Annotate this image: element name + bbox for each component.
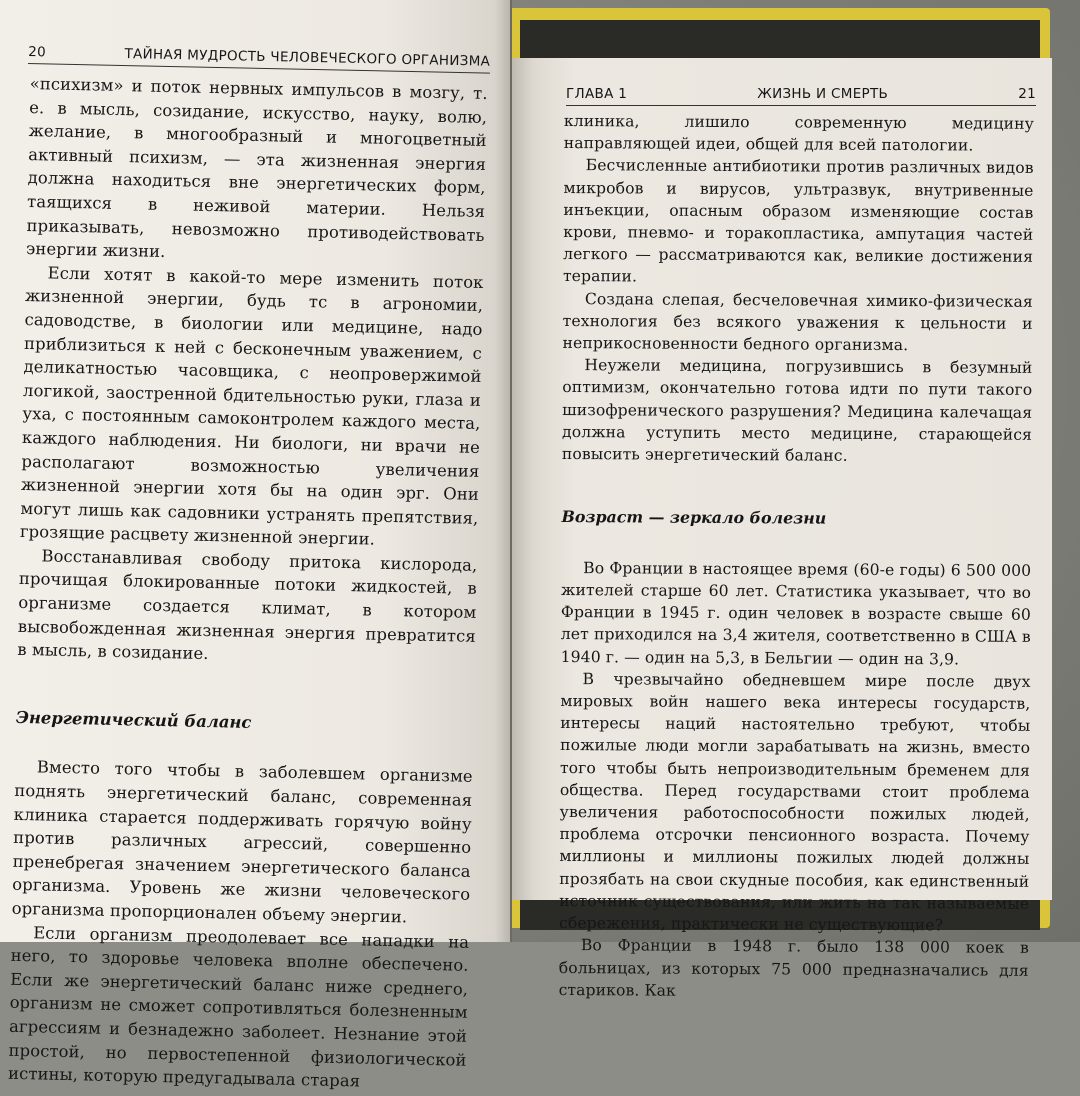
left-running-title: ТАЙНАЯ МУДРОСТЬ ЧЕЛОВЕЧЕСКОГО ОРГАНИЗМА	[124, 46, 491, 70]
right-page	[512, 58, 1052, 1000]
paragraph: клиника, лишило современную медицину направляющей идеи, общей для всей патологии.	[563, 111, 1034, 155]
paragraph: Вместо того чтобы в заболевшем организме поднять энергетический баланс, современная клиника старается поддерживать горячую войну против различных агрессий, совершенно пренебрегая значением энергетического баланса организма. Уровень же жизни человеческого организма пропорционален объему энергии.	[11, 757, 473, 927]
paragraph: Если организм преодолевает все нападки на него, то здоровье человека вполне обеспечено. Если же энергетический баланс ниже среднего, организм не сможет сопротивляться болезненным агрессиям и безнадежно заболеет. Незнание этой простой, но первостепенной физиологической истины, которую предугадывала старая	[7, 922, 470, 1091]
section-heading: Возраст — зеркало болезни	[561, 507, 827, 528]
right-running-title: ЖИЗНЬ И СМЕРТЬ	[757, 86, 889, 102]
paragraph: Неужели медицина, погрузившись в безумный оптимизм, окончательно готова идти по пути такого шизофренического разрушения? Медицина калечащая должна уступить место медицине, старающейся повысить энергетический баланс.	[561, 356, 1033, 465]
left-running-head	[28, 44, 490, 74]
right-text-block	[559, 110, 1034, 1004]
paragraph: В чрезвычайно обедневшем мире после двух мировых войн нашего века интересы государств, интересы наций настоятельно требуют, чтобы пожилые люди могли зарабатывать на жизнь, вместо того чтобы быть непроизводительным бременем для общества. Перед государствами стоит проблема увеличения работоспособности пожилых людей, проблема отсрочки пенсионного возраста. Почему миллионы и миллионы пожилых людей должны прозябать на свои скудные пособия, как единственный источник существования, или жить на так называемые сбережения, практически не существующие?	[558, 669, 1031, 935]
left-text-block	[8, 72, 488, 1096]
right-running-head	[566, 86, 1036, 106]
left-page	[0, 0, 512, 1091]
paragraph: «психизм» и поток нервных импульсов в мозгу, т. е. в мысль, созидание, искусство, науку, волю, желание, в многообразный и многоцветный активный психизм, — эта жизненная энергия должна находиться вне энергетических форм, таящихся в неживой материи. Нельзя приказывать, невозможно противодействовать энергии жизни.	[25, 73, 488, 262]
paragraph: Во Франции в настоящее время (60-е годы) 6 500 000 жителей старше 60 лет. Статистика указывает, что во Франции в 1945 г. один человек в возрасте свыше 60 лет приходился на 3,4 жителя, соответственно в США в 1940 г. — один на 5,3, в Бельгии — один на 3,9.	[560, 558, 1032, 669]
paragraph: Восстанавливая свободу притока кислорода, прочищая блокированные потоки жидкостей, в организме создается климат, в котором высвобожденная жизненная энергия превратится в мысль, в созидание.	[17, 546, 478, 664]
paragraph: Если хотят в какой-то мере изменить поток жизненной энергии, будь тс в агрономии, садоводстве, в биологии или медицине, надо приблизиться к ней с бесконечным уважением, с деликатностью часовщика, с неопровержимой логикой, заостренной бдительностью руки, глаза и уха, с постоянным самоконтролем каждого места, каждого наблюдения. Ни биологи, ни врачи не располагают возможностью увеличения жизненной энергии хотя бы на один эрг. Они могут лишь как садовники устранять препятствия, грозящие расцвету жизненной энергии.	[19, 263, 484, 549]
left-page-number: 20	[28, 44, 47, 61]
chapter-label: ГЛАВА 1	[566, 86, 628, 102]
right-page-number: 21	[1018, 86, 1036, 102]
paragraph: Создана слепая, бесчеловечная химико-физическая технология без всякого уважения к цельности и неприкосновенности бедного организма.	[562, 289, 1033, 355]
section-heading: Энергетический баланс	[15, 707, 252, 732]
paragraph: Бесчисленные антибиотики против различных видов микробов и вирусов, ультразвук, внутривенные инъекции, опасным образом изменяющие состав крови, пневмо- и торакопластика, ампутация частей легкого — рассматриваются как, великие достижения терапии.	[562, 156, 1034, 286]
paragraph: Во Франции в 1948 г. было 138 000 коек в больницах, из которых 75 000 предназначались для стариков. Как	[558, 936, 1029, 1000]
